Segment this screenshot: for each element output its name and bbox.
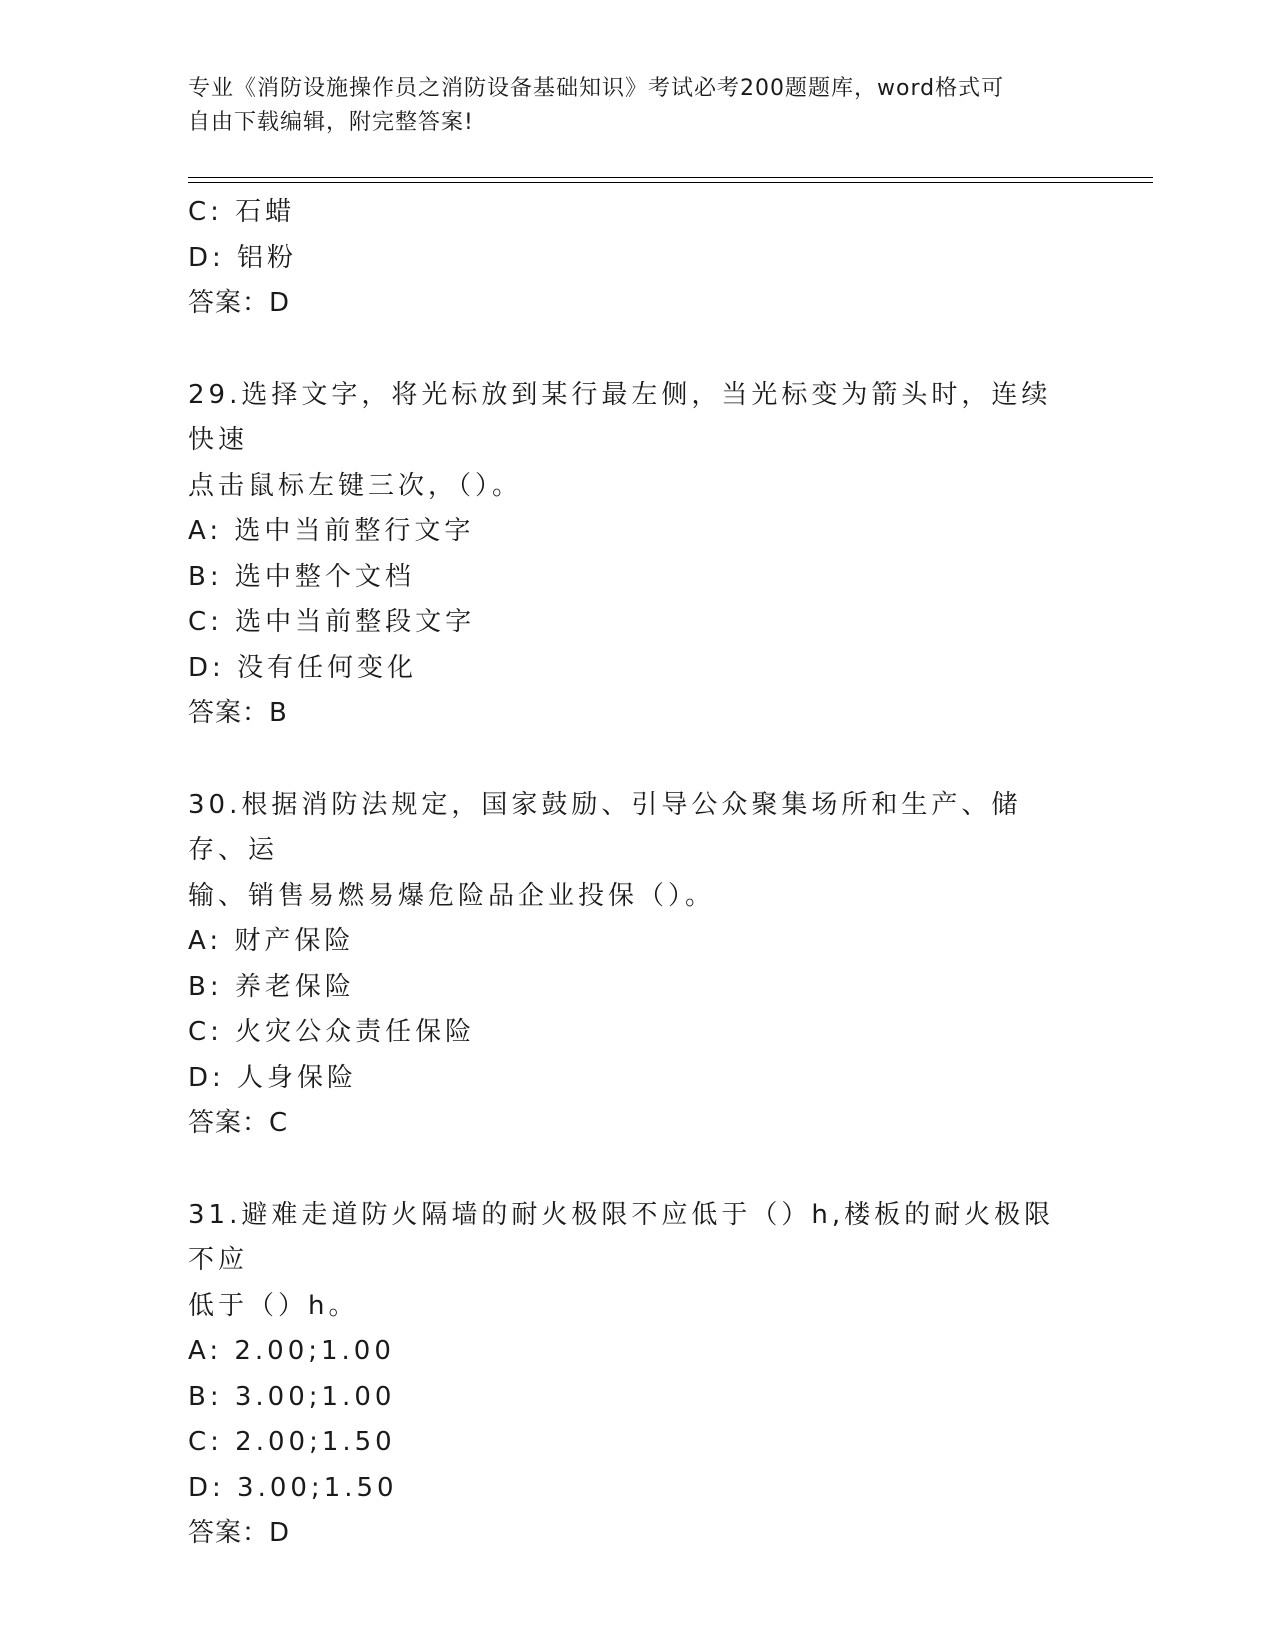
continued-question — [188, 190, 1088, 327]
question-text-line-1: 29.选择文字，将光标放到某行最左侧，当光标变为箭头时，连续快速 — [188, 379, 1052, 455]
answer-line: 答案：D — [188, 288, 291, 318]
option-d: D: 铝粉 — [188, 242, 298, 273]
spacer — [188, 737, 1088, 783]
header-line-2: 自由下载编辑，附完整答案! — [188, 110, 474, 135]
question-text-line-1: 30.根据消防法规定，国家鼓励、引导公众聚集场所和生产、储存、运 — [188, 789, 1022, 865]
option-b: B: 选中整个文档 — [188, 561, 415, 592]
answer-line: 答案：C — [188, 1108, 289, 1138]
question-text-line-2: 低于（）h。 — [188, 1290, 359, 1321]
question-text-line-2: 点击鼠标左键三次，（）。 — [188, 470, 523, 501]
spacer — [188, 1147, 1088, 1193]
option-d: D: 人身保险 — [188, 1062, 358, 1093]
question-29 — [188, 373, 1088, 737]
spacer — [188, 327, 1088, 373]
document-header — [188, 72, 1068, 140]
question-text-line-1: 31.避难走道防火隔墙的耐火极限不应低于（）h,楼板的耐火极限不应 — [188, 1199, 1055, 1275]
answer-line: 答案：D — [188, 1518, 291, 1548]
option-a: A: 选中当前整行文字 — [188, 516, 475, 546]
option-c: C: 选中当前整段文字 — [188, 607, 476, 637]
option-c: C: 火灾公众责任保险 — [188, 1017, 476, 1047]
question-text-line-2: 输、销售易燃易爆危险品企业投保（）。 — [188, 880, 716, 911]
answer-line: 答案：B — [188, 698, 288, 728]
option-d: D: 3.00;1.50 — [188, 1472, 398, 1503]
option-b: B: 养老保险 — [188, 971, 355, 1002]
option-d: D: 没有任何变化 — [188, 652, 418, 683]
option-a: A: 财产保险 — [188, 926, 355, 956]
option-c: C: 2.00;1.50 — [188, 1427, 396, 1457]
question-31 — [188, 1193, 1088, 1557]
option-b: B: 3.00;1.00 — [188, 1381, 396, 1412]
option-c: C: 石蜡 — [188, 197, 296, 227]
question-30 — [188, 783, 1088, 1147]
header-rule-top — [188, 177, 1153, 178]
header-line-1: 专业《消防设施操作员之消防设备基础知识》考试必考200题题库，word格式可 — [188, 76, 1005, 101]
document-body — [188, 190, 1088, 1557]
header-rule-bottom — [188, 182, 1153, 183]
option-a: A: 2.00;1.00 — [188, 1336, 395, 1366]
